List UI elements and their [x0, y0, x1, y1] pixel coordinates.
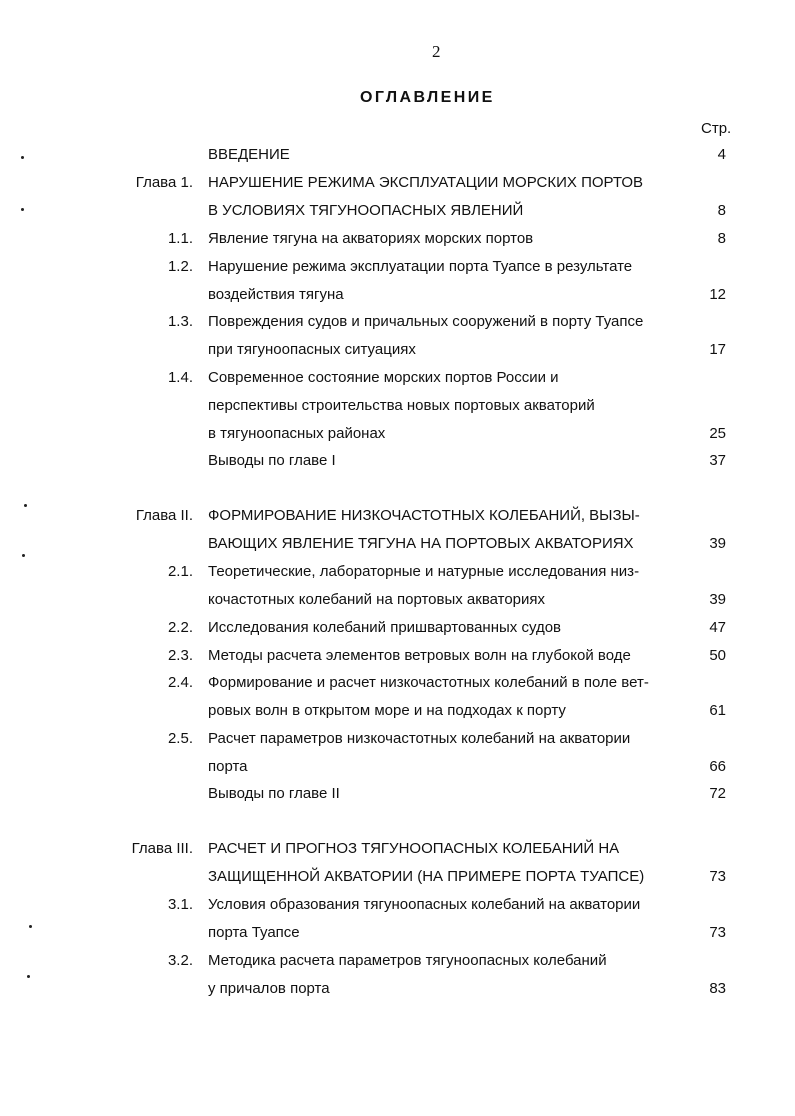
toc-entry-page: 47	[709, 619, 726, 636]
page-column-label: Стр.	[701, 120, 732, 137]
page-title: ОГЛАВЛЕНИЕ	[360, 89, 495, 106]
toc-entry-page: 50	[709, 647, 726, 664]
scan-speck	[24, 504, 27, 507]
toc-entry-page: 83	[709, 979, 726, 997]
toc-entry-page: 61	[709, 701, 726, 719]
toc-entry-title: ВАЮЩИХ ЯВЛЕНИЕ ТЯГУНА НА ПОРТОВЫХ АКВАТОРИЯХ	[208, 534, 634, 552]
scan-speck	[29, 925, 32, 928]
toc-entry-title: Явление тягуна на акваториях морских портов	[208, 230, 534, 247]
toc-entry-title: порта	[208, 757, 248, 775]
toc-entry-label: 2.5.	[167, 730, 193, 747]
toc-entry-title: кочастотных колебаний на портовых акваториях	[208, 590, 546, 608]
toc-entry-title: Методы расчета элементов ветровых волн на глубокой воде	[208, 647, 631, 664]
toc-entry-title: ЗАЩИЩЕННОЙ АКВАТОРИИ (НА ПРИМЕРЕ ПОРТА ТУАПСЕ)	[208, 867, 645, 885]
toc-entry-title: ФОРМИРОВАНИЕ НИЗКОЧАСТОТНЫХ КОЛЕБАНИЙ, ВЫЗЫ-	[208, 507, 640, 524]
toc-entry-title: РАСЧЕТ И ПРОГНОЗ ТЯГУНООПАСНЫХ КОЛЕБАНИЙ НА	[208, 840, 620, 857]
toc-entry-page: 17	[709, 340, 726, 358]
toc-entry-title: в тягуноопасных районах	[208, 424, 386, 442]
toc-entry-page: 73	[709, 923, 726, 941]
toc-entry-title: Формирование и расчет низкочастотных колебаний в поле вет-	[208, 674, 649, 691]
toc-entry-label: 2.2.	[167, 619, 193, 636]
toc-entry-title: Исследования колебаний пришвартованных судов	[208, 619, 562, 636]
toc-entry-title: Повреждения судов и причальных сооружений в порту Туапсе	[208, 313, 644, 330]
scan-speck	[22, 554, 25, 557]
toc-entry-title: Нарушение режима эксплуатации порта Туапсе в результате	[208, 258, 633, 275]
toc-entry-title: Теоретические, лабораторные и натурные исследования низ-	[208, 563, 640, 580]
toc-entry-page: 66	[709, 757, 726, 775]
toc-entry-label: 3.1.	[167, 896, 193, 913]
toc-entry-label: 1.4.	[167, 369, 193, 386]
toc-entry-page: 25	[709, 424, 726, 442]
toc-entry-page: 8	[717, 230, 726, 247]
page-number: 2	[432, 42, 441, 61]
toc-entry-title: ВВЕДЕНИЕ	[208, 146, 290, 163]
toc-entry-title: перспективы строительства новых портовых акваторий	[208, 396, 595, 414]
toc-entry-title: Выводы по главе II	[208, 785, 340, 802]
toc-entry-label: Глава II.	[135, 507, 193, 524]
scan-speck	[27, 975, 30, 978]
toc-entry-title: В УСЛОВИЯХ ТЯГУНООПАСНЫХ ЯВЛЕНИЙ	[208, 201, 524, 219]
toc-entry-title: порта Туапсе	[208, 923, 300, 941]
toc-entry-title: при тягуноопасных ситуациях	[208, 340, 416, 358]
toc-entry-title: Расчет параметров низкочастотных колебаний на акватории	[208, 730, 631, 747]
toc-entry-label: 2.3.	[167, 647, 193, 664]
toc-entry-label: 3.2.	[167, 952, 193, 969]
toc-entry-title: Методика расчета параметров тягуноопасных колебаний	[208, 952, 607, 969]
toc-entry-label: 1.3.	[167, 313, 193, 330]
toc-entry-page: 12	[709, 285, 726, 303]
toc-entry-title: у причалов порта	[208, 979, 330, 997]
toc-entry-title: НАРУШЕНИЕ РЕЖИМА ЭКСПЛУАТАЦИИ МОРСКИХ ПОРТОВ	[208, 174, 644, 191]
scan-speck	[21, 156, 24, 159]
toc-entry-label: Глава III.	[131, 840, 193, 857]
toc-entry-title: ровых волн в открытом море и на подходах к порту	[208, 701, 566, 719]
toc-entry-label: 2.1.	[167, 563, 193, 580]
toc-entry-page: 4	[717, 146, 726, 163]
toc-entry-page: 8	[717, 201, 726, 219]
scan-speck	[21, 208, 24, 211]
toc-entry-title: воздействия тягуна	[208, 285, 344, 303]
toc-entry-title: Выводы по главе I	[208, 452, 336, 469]
toc-entry-label: Глава 1.	[135, 174, 193, 191]
toc-entry-label: 1.2.	[167, 258, 193, 275]
toc-entry-page: 37	[709, 452, 726, 469]
toc-entry-page: 39	[709, 590, 726, 608]
toc-entry-label: 2.4.	[167, 674, 193, 691]
toc-entry-title: Условия образования тягуноопасных колебаний на акватории	[208, 896, 641, 913]
toc-entry-title: Современное состояние морских портов России и	[208, 369, 559, 386]
toc-entry-page: 73	[709, 867, 726, 885]
toc-entry-label: 1.1.	[167, 230, 193, 247]
toc-entry-page: 39	[709, 534, 726, 552]
toc-entry-page: 72	[709, 785, 726, 802]
